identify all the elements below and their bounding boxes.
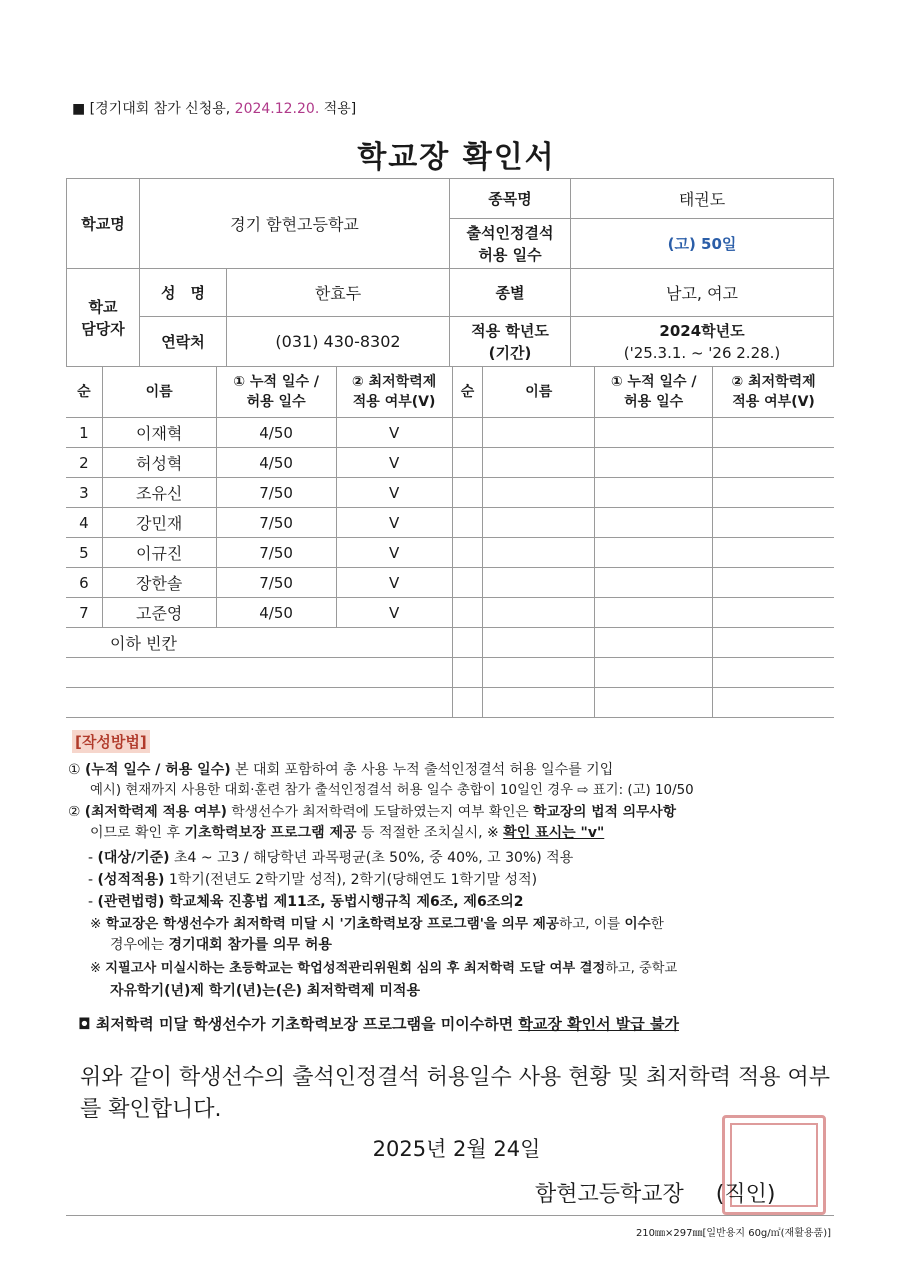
method-title: [작성방법] [72,730,150,753]
table-row: 1 이재혁 4/50 V [66,418,834,448]
allow-label: 출석인정결석 허용 일수 [450,219,571,269]
table-row: 3 조유신 7/50 V [66,478,834,508]
gender-label: 종별 [450,269,571,317]
method-line-7: - (관련법령) 학교체육 진흥법 제11조, 동법시행규칙 제6조, 제6조의2 [88,894,524,910]
col-no-header: 순 [66,367,102,418]
school-label: 학교명 [67,179,140,269]
table-row [66,628,834,658]
blank-note: 이하 빈칸 [66,628,452,658]
principal-signature: 함현고등학교장 (직인) [535,1182,776,1207]
col-min-header-2: ② 최저학력제 적용 여부(V) [713,367,834,418]
roster-table [66,366,834,718]
confirm-date: 2025년 2월 24일 [372,1137,541,1161]
col-days-header: ① 누적 일수 / 허용 일수 [216,367,336,418]
header-note: ■ [경기대회 참가 신청용, 2024.12.20. 적용] [72,101,357,117]
method-line-2: 예시) 현재까지 사용한 대회·훈련 참가 출석인정결석 허용 일수 총합이 10일인 경우 ⇨ 표기: (고) 10/50 [90,783,694,798]
table-row: 6 장한솔 7/50 V [66,568,834,598]
year-value: 2024학년도 ('25.3.1. ~ '26 2.28.) [571,317,834,367]
table-row: 7 고준영 4/50 V [66,598,834,628]
method-line-8: ※ 학교장은 학생선수가 최저학력 미달 시 '기초학력보장 프로그램'을 의무 제공하고, 이를 이수한 [90,916,664,932]
method-line-10: ※ 지필고사 미실시하는 초등학교는 학업성적관리위원회 심의 후 최저학력 도달 여부 결정하고, 중학교 [90,961,678,976]
footer-divider [66,1215,834,1216]
year-label: 적용 학년도 (기간) [450,317,571,367]
paper-spec: 210㎜×297㎜[일반용지 60g/㎡(재활용품)] [635,1228,831,1239]
event-value: 태권도 [571,179,834,219]
gender-value: 남고, 여고 [571,269,834,317]
table-row [66,688,834,718]
allow-value: (고) 50일 [571,219,834,269]
col-name-header-2: 이름 [483,367,595,418]
method-line-1: ① (누적 일수 / 허용 일수) 본 대회 포함하여 총 사용 누적 출석인정결석 허용 일수를 기입 [68,762,614,778]
col-no-header-2: 순 [452,367,483,418]
contact-value: (031) 430-8302 [227,317,450,367]
roster-header-row [66,367,834,418]
school-value: 경기 함현고등학교 [140,179,450,269]
document-title: 학교장 확인서 [357,140,556,175]
table-row: 5 이규진 7/50 V [66,538,834,568]
event-label: 종목명 [450,179,571,219]
name-value: 한효두 [227,269,450,317]
manager-label: 학교 담당자 [67,269,140,367]
method-line-4: 이므로 확인 후 기초학력보장 프로그램 제공 등 적절한 조치실시, ※ 확인 표시는 "v" [90,825,605,841]
method-line-5: - (대상/기준) 초4 ~ 고3 / 해당학년 과목평균(초 50%, 중 40%, 고 30%) 적용 [88,850,574,866]
table-row: 2 허성혁 4/50 V [66,448,834,478]
method-line-11: 자유학기(년)제 학기(년)는(은) 최저학력제 미적용 [110,983,420,999]
table-row [66,658,834,688]
contact-label: 연락처 [140,317,227,367]
col-days-header-2: ① 누적 일수 / 허용 일수 [595,367,713,418]
method-line-9: 경우에는 경기대회 참가를 의무 허용 [110,937,332,953]
name-label: 성 명 [140,269,227,317]
table-row: 4 강민재 7/50 V [66,508,834,538]
confirm-text: 위와 같이 학생선수의 출석인정결석 허용일수 사용 현황 및 최저학력 적용 여부를 확인합니다. [80,1065,830,1122]
col-name-header: 이름 [102,367,216,418]
info-table [66,178,834,367]
method-line-3: ② (최저학력제 적용 여부) 학생선수가 최저학력에 도달하였는지 여부 확인은 학교장의 법적 의무사항 [68,804,677,820]
method-line-6: - (성적적용) 1학기(전년도 2학기말 성적), 2학기(당해연도 1학기말 성적) [88,872,538,888]
header-date: 2024.12.20. [234,101,320,117]
col-min-header: ② 최저학력제 적용 여부(V) [336,367,452,418]
method-line-12: ◘ 최저학력 미달 학생선수가 기초학력보장 프로그램을 미이수하면 학교장 확인서 발급 불가 [78,1015,679,1033]
